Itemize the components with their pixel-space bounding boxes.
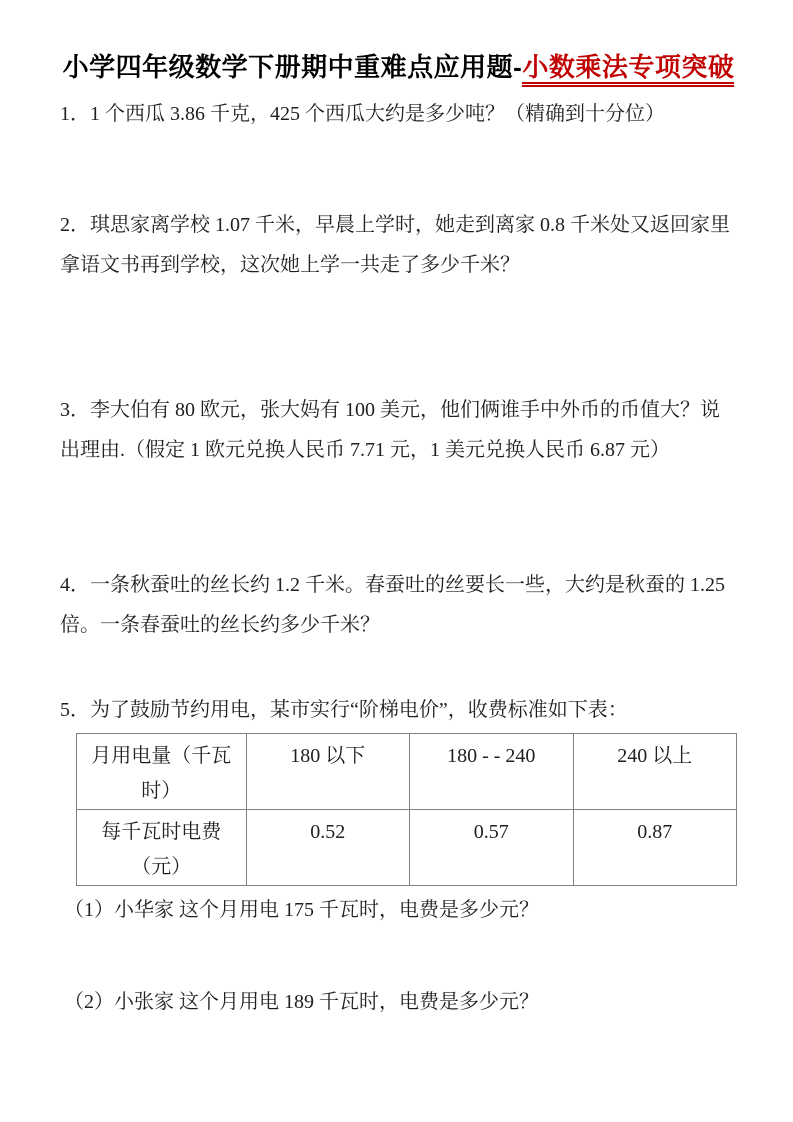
table-cell-price-tier1: 0.52 — [246, 810, 409, 886]
table-cell-usage-tier2: 180 - - 240 — [410, 734, 573, 810]
question-1: 1．1 个西瓜 3.86 千克，425 个西瓜大约是多少吨？（精确到十分位） — [60, 103, 665, 125]
sub-question-2: （2）小张家 这个月用电 189 千瓦时，电费是多少元？ — [64, 991, 539, 1013]
table-cell-usage-header: 月用电量（千瓦时） — [77, 734, 247, 810]
question-3: 3．李大伯有 80 欧元，张大妈有 100 美元，他们俩谁手中外币的币值大？说出理由.（假定 1 欧元兑换人民币 7.71 元，1 美元兑换人民币 6.87 元） — [60, 399, 720, 461]
question-4: 4．一条秋蚕吐的丝长约 1.2 千米。春蚕吐的丝要长一些，大约是秋蚕的 1.25 倍。一条春蚕吐的丝长约多少千米？ — [60, 574, 725, 636]
table-cell-price-header: 每千瓦时电费（元） — [77, 810, 247, 886]
table-row-usage — [77, 734, 737, 810]
page-title-highlight: 小数乘法专项突破 — [522, 52, 734, 87]
question-2: 2．琪思家离学校 1.07 千米，早晨上学时，她走到离家 0.8 千米处又返回家里拿语文书再到学校，这次她上学一共走了多少千米？ — [60, 214, 730, 276]
table-row-price — [77, 810, 737, 886]
table-cell-usage-tier1: 180 以下 — [246, 734, 409, 810]
sub-question-1: （1）小华家 这个月用电 175 千瓦时，电费是多少元？ — [64, 899, 539, 921]
table-cell-price-tier2: 0.57 — [410, 810, 573, 886]
page-title — [60, 0, 737, 84]
page-title-main: 小学四年级数学下册期中重难点应用题- — [62, 52, 523, 82]
table-cell-usage-tier3: 240 以上 — [573, 734, 737, 810]
electricity-rate-table — [76, 733, 737, 886]
table-cell-price-tier3: 0.87 — [573, 810, 737, 886]
question-5: 5．为了鼓励节约用电，某市实行“阶梯电价”，收费标准如下表： — [60, 699, 628, 721]
